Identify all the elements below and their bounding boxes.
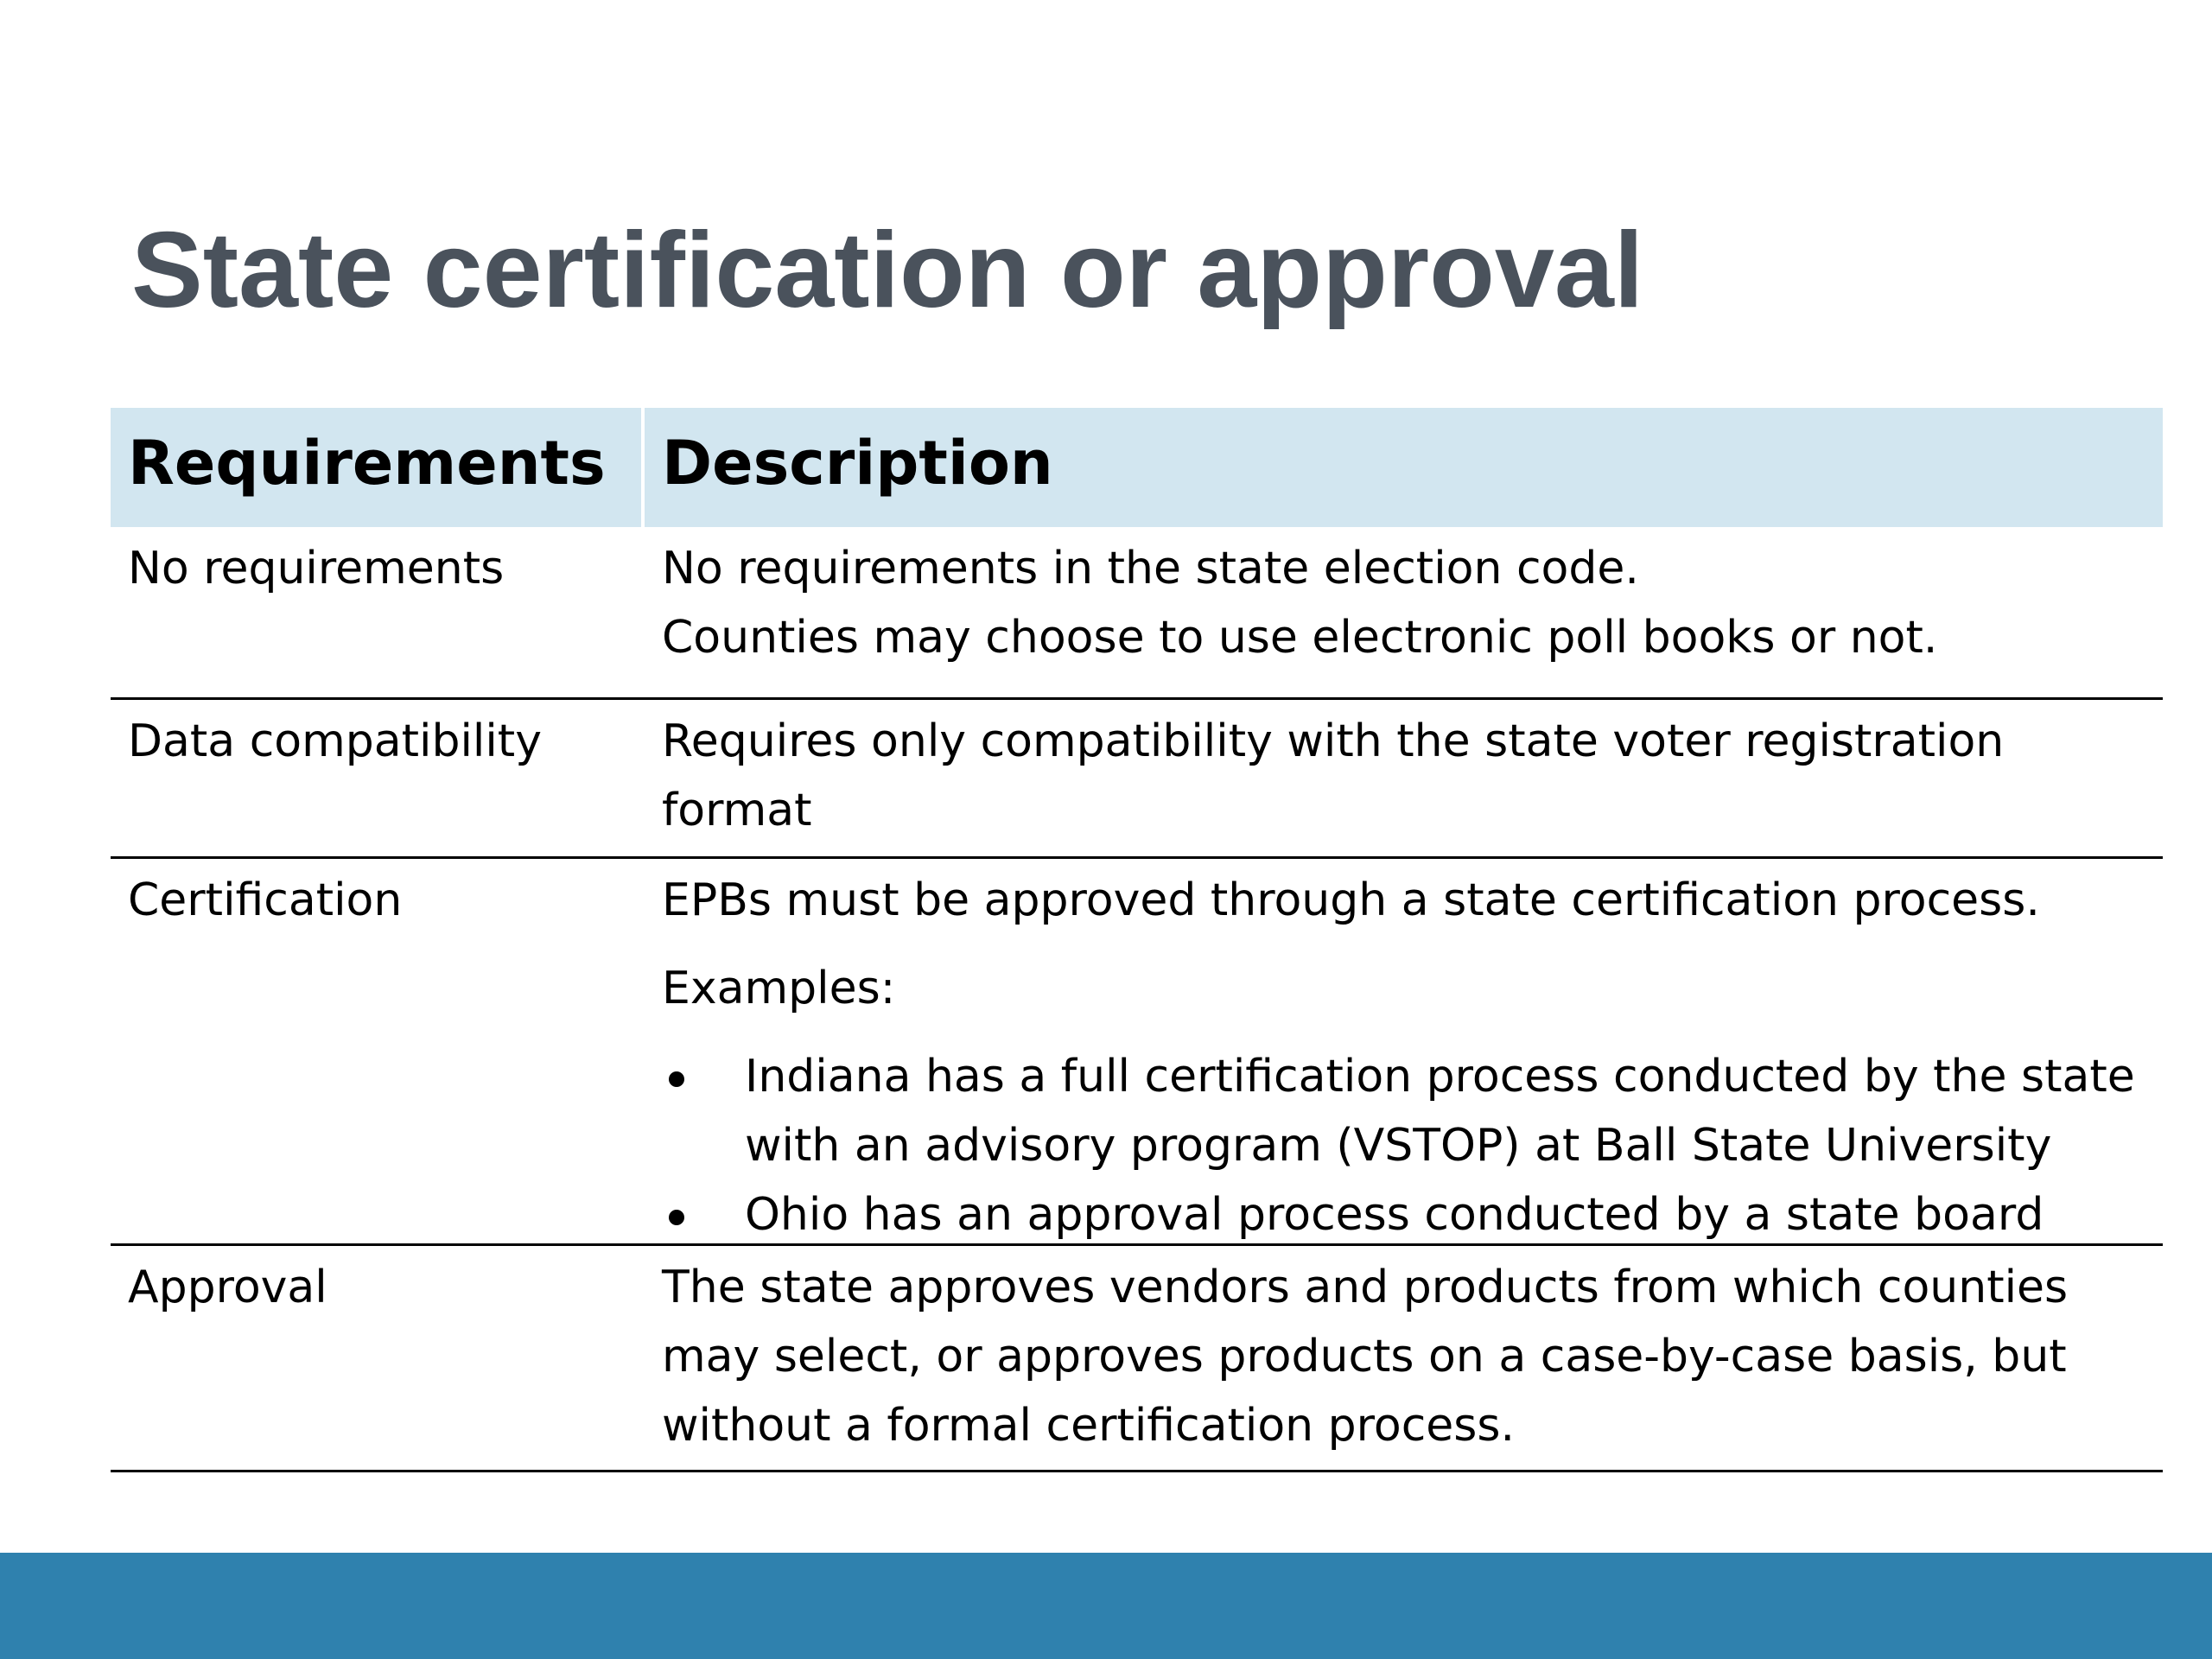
list-item-line: with an advisory program (VSTOP) at Ball State University: [745, 1120, 2052, 1172]
description-cell: [662, 534, 1937, 672]
requirement-cell: Data compatibility: [128, 715, 542, 767]
description-line: may select, or approves products on a case-by-case basis, but: [662, 1331, 2067, 1382]
description-cell: [662, 1253, 2068, 1460]
description-line: The state approves vendors and products from which counties: [662, 1262, 2069, 1313]
description-line: without a formal certification process.: [662, 1400, 1515, 1452]
description-line: Counties may choose to use electronic poll books or not.: [662, 612, 1938, 664]
description-line: No requirements in the state election code.: [662, 543, 1639, 594]
list-item: [662, 1180, 2135, 1249]
table-row: [111, 527, 2163, 700]
requirement-cell: Approval: [128, 1262, 327, 1313]
table-row: [111, 700, 2163, 859]
examples-list: [662, 1042, 2135, 1249]
description-cell: [662, 707, 2004, 845]
table-header-row: [111, 408, 2163, 527]
footer-band: [0, 1553, 2212, 1659]
list-item: [662, 1042, 2135, 1180]
slide-title: State certification or approval: [131, 211, 1644, 330]
description-cell: [662, 866, 2135, 1249]
requirement-cell: No requirements: [128, 543, 505, 594]
description-line: Requires only compatibility with the state voter registration: [662, 715, 2005, 767]
bullet-icon: [669, 1071, 684, 1087]
description-line: format: [662, 785, 812, 836]
header-description: Description: [645, 408, 2163, 527]
description-line: EPBs must be approved through a state certification process.: [662, 874, 2040, 926]
requirement-cell: Certification: [128, 874, 403, 926]
header-requirements: Requirements: [111, 408, 641, 527]
table-row: [111, 1246, 2163, 1472]
list-item-line: Ohio has an approval process conducted by a state board: [745, 1189, 2044, 1241]
bullet-icon: [669, 1210, 684, 1225]
table-row: [111, 859, 2163, 1246]
description-line: Examples:: [662, 963, 896, 1014]
list-item-line: Indiana has a full certification process conducted by the state: [745, 1051, 2135, 1103]
